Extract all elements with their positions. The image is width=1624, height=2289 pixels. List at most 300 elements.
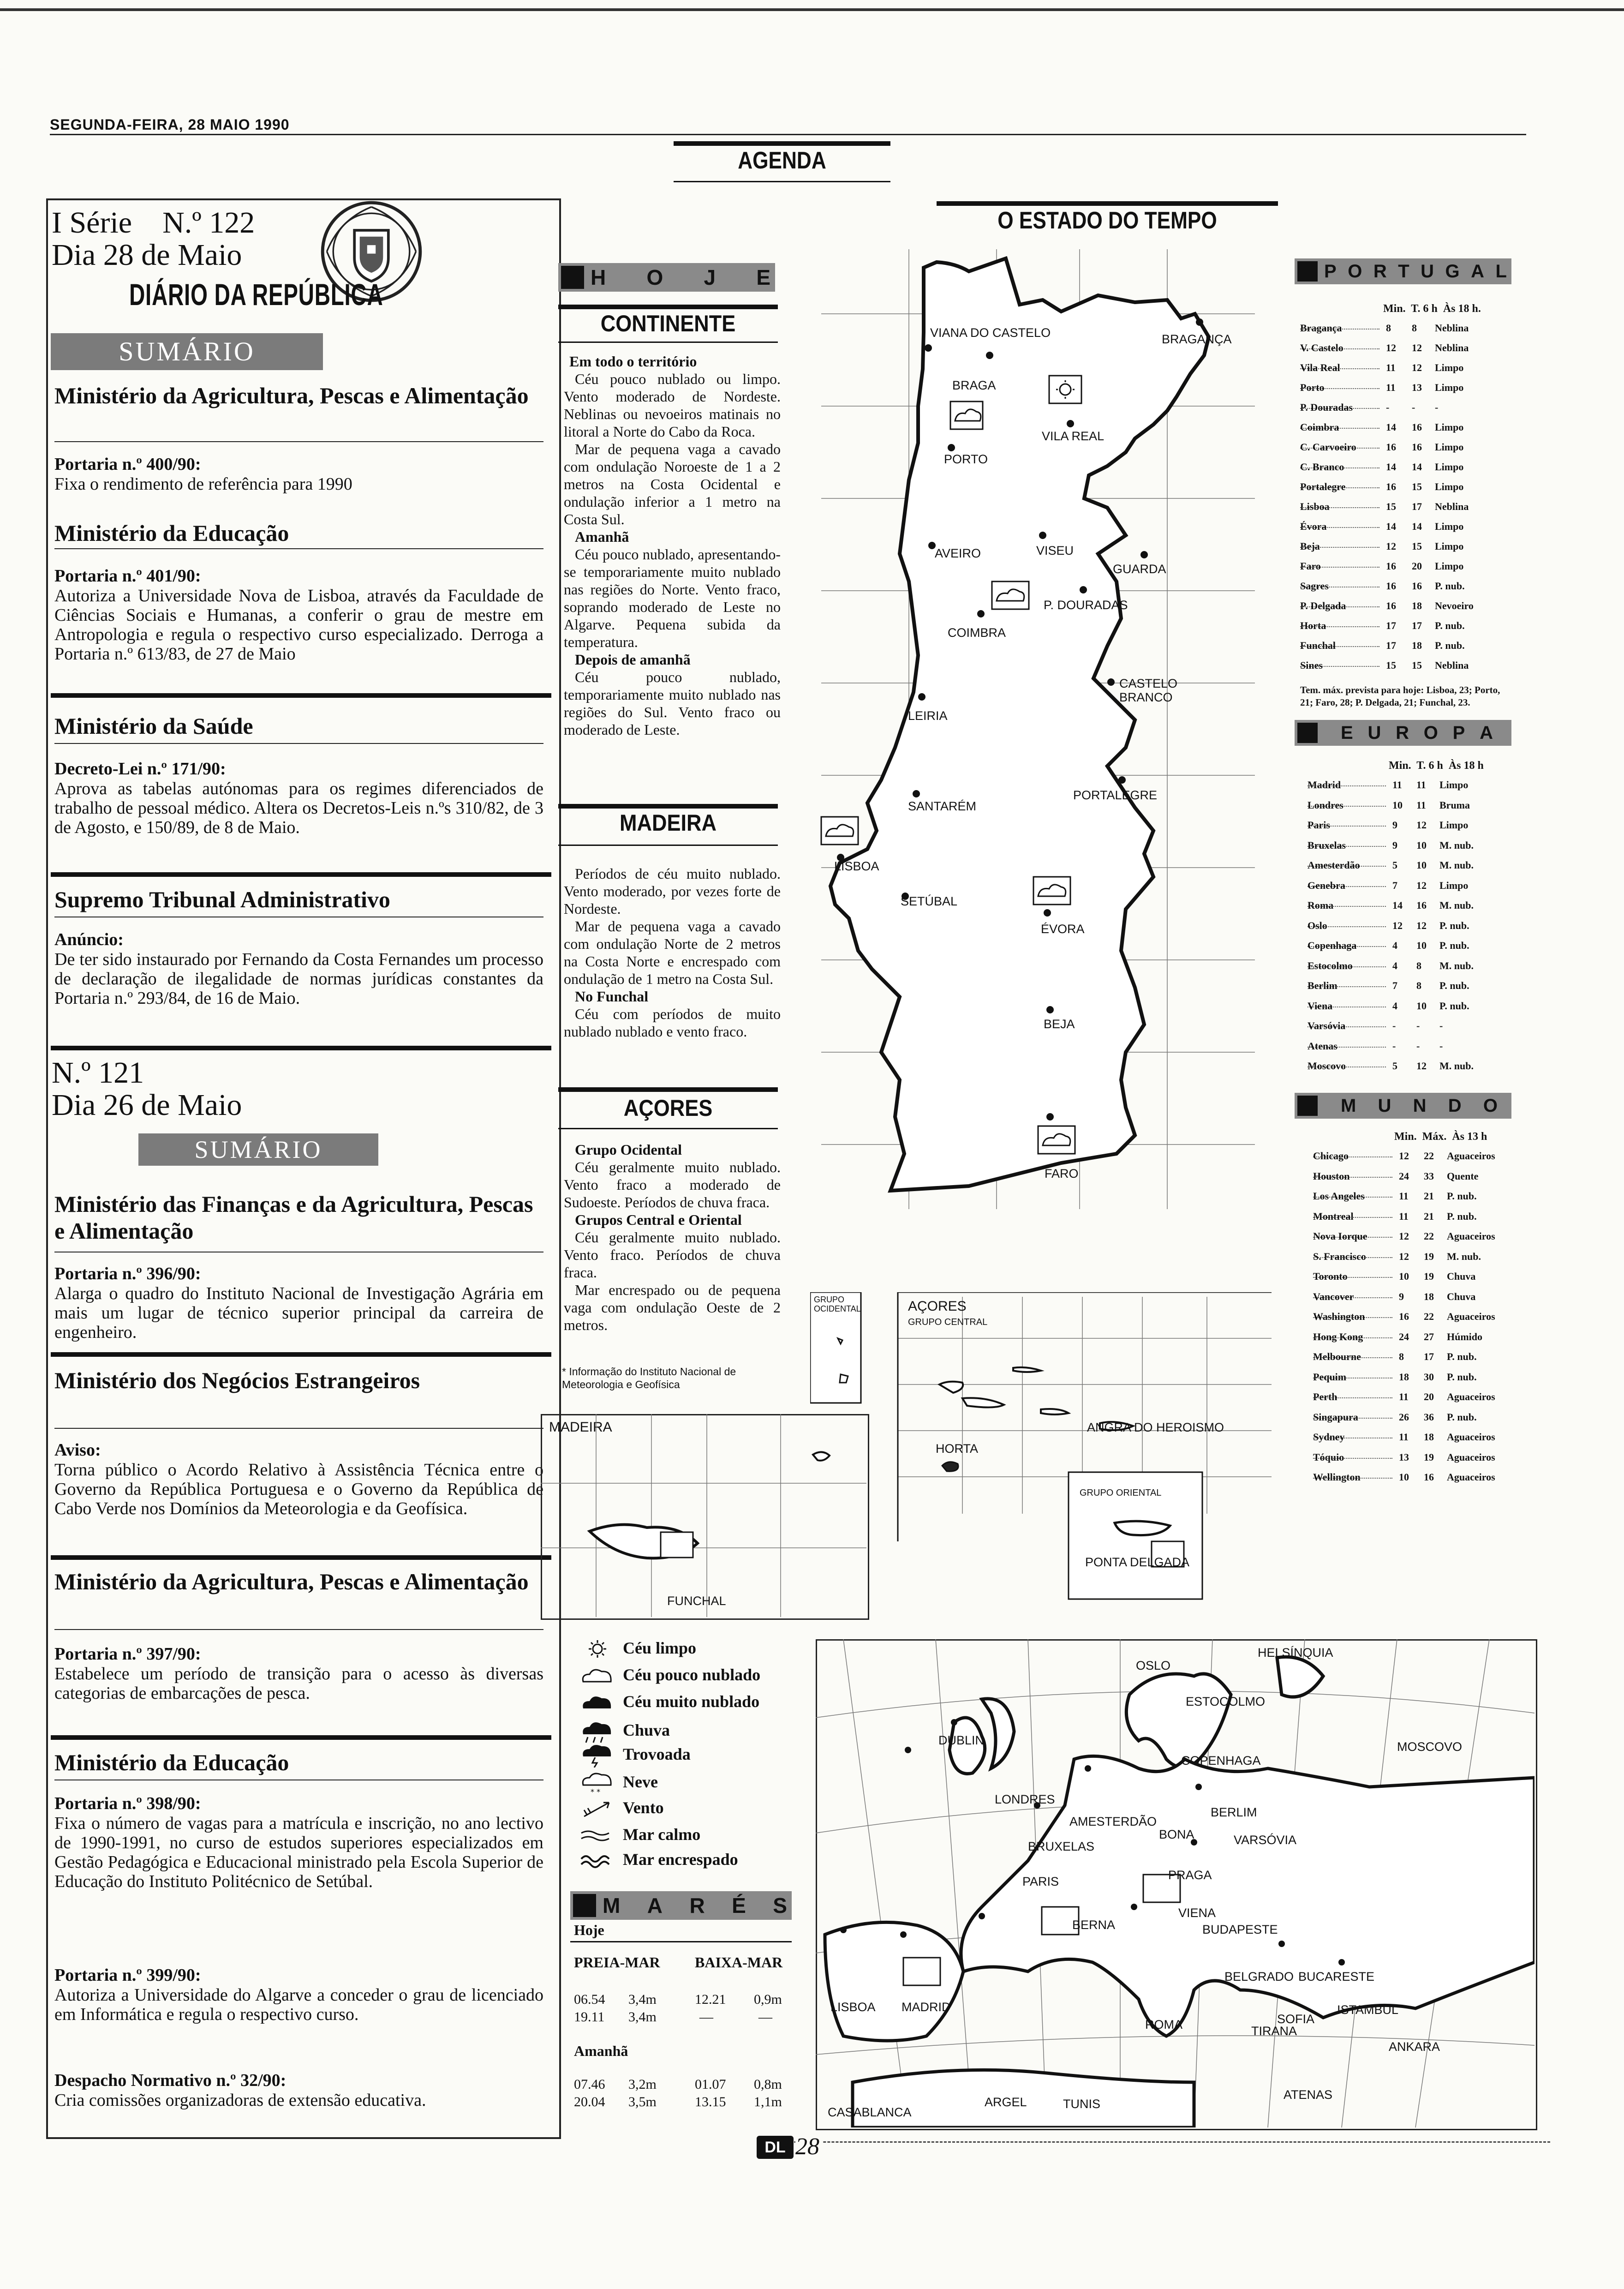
- table-row: [1300, 656, 1558, 676]
- city-cell: Tóquio: [1313, 1451, 1344, 1463]
- act-title: Portaria n.º 401/90:: [54, 566, 201, 586]
- condition-cell: -: [1439, 1020, 1443, 1031]
- forecast-text: Céu pouco nublado ou limpo. Vento moderado de Nordeste. Neblinas ou nevoeiros matinais no litoral a Norte do Cabo da Roca.: [564, 371, 781, 440]
- city-label: LISBOA: [834, 859, 879, 873]
- condition-cell: P. nub.: [1439, 940, 1469, 951]
- section-bar: [558, 305, 778, 309]
- table-row: [1313, 1387, 1571, 1407]
- badge-letter: J: [704, 265, 716, 289]
- city-label: VIANA DO CASTELO: [930, 326, 1051, 340]
- badge-letter: O: [1483, 1095, 1498, 1116]
- col-header: T. 6 h: [1416, 760, 1443, 772]
- madeira-label: MADEIRA: [549, 1420, 612, 1435]
- city-label: ROMA: [1145, 2018, 1182, 2031]
- grupo-ocidental-label: GRUPO OCIDENTAL: [814, 1295, 861, 1313]
- city-label: TIRANA: [1251, 2024, 1297, 2038]
- city-cell: Chicago: [1313, 1150, 1349, 1162]
- issue-121-date: Dia 26 de Maio: [52, 1088, 242, 1122]
- source-note: * Informação do Instituto Nacional de Meteorologia e Geofísica: [562, 1366, 736, 1390]
- city-label: OSLO: [1136, 1659, 1171, 1672]
- temp-cell: 11: [1399, 1391, 1409, 1402]
- badge-block: [1297, 1096, 1318, 1116]
- temp-cell: 8: [1386, 322, 1391, 334]
- city-label: ÉVORA: [1041, 922, 1085, 936]
- temp-cell: 5: [1392, 1060, 1397, 1072]
- badge-block: [1297, 723, 1318, 743]
- temp-cell: 27: [1424, 1330, 1434, 1342]
- mundo-badge: [1295, 1093, 1511, 1119]
- table-row: [1313, 1186, 1571, 1206]
- table-row: [1300, 497, 1558, 517]
- city-cell: Toronto: [1313, 1270, 1348, 1282]
- tide-time: 12.21: [695, 1992, 726, 2007]
- badge-letter: É: [732, 1894, 746, 1917]
- calm-sea-icon: [577, 1823, 618, 1848]
- city-label: ISTAMBUL: [1337, 2003, 1399, 2017]
- act-title: Aviso:: [54, 1440, 101, 1460]
- temp-cell: 11: [1416, 799, 1426, 811]
- city-label: CASTELO BRANCO: [1119, 677, 1178, 704]
- badge-letter: L: [1495, 261, 1507, 282]
- city-label: BUCARESTE: [1298, 1970, 1375, 1983]
- mundo-letters: [1341, 1093, 1498, 1119]
- acores-forecast: [564, 1141, 781, 1334]
- continente-heading: CONTINENTE: [600, 311, 736, 336]
- badge-letter: M: [603, 1894, 621, 1917]
- temp-cell: 24: [1399, 1170, 1409, 1182]
- cloud-dark-icon: [942, 1462, 958, 1471]
- temp-cell: 16: [1386, 600, 1396, 611]
- temp-cell: 22: [1424, 1311, 1434, 1322]
- temp-cell: 8: [1412, 322, 1417, 334]
- condition-cell: M. nub.: [1439, 839, 1474, 851]
- col-header: Máx.: [1422, 1131, 1447, 1143]
- portugal-badge: [1295, 258, 1511, 284]
- court-heading: Supremo Tribunal Administrativo: [54, 887, 390, 912]
- city-label: MADRID: [902, 2000, 951, 2014]
- city-label: LONDRES: [995, 1792, 1055, 1806]
- badge-letter: E: [1341, 722, 1353, 743]
- table-header: [1383, 303, 1481, 315]
- badge-letter: M: [1341, 1095, 1356, 1116]
- temp-cell: 14: [1386, 521, 1396, 532]
- thick-rule: [51, 1352, 551, 1357]
- temp-cell: 10: [1399, 1270, 1409, 1282]
- temp-cell: 16: [1399, 1311, 1409, 1322]
- badge-letter: O: [646, 265, 663, 289]
- city-cell: Copenhaga: [1308, 940, 1357, 951]
- badge-letter: U: [1378, 1095, 1391, 1116]
- temp-cell: 36: [1424, 1411, 1434, 1423]
- table-row: [1313, 1247, 1571, 1267]
- city-label: PARIS: [1022, 1875, 1059, 1888]
- city-cell: Atenas: [1308, 1040, 1337, 1052]
- temp-cell: 12: [1416, 819, 1427, 831]
- temp-cell: 5: [1392, 859, 1397, 871]
- table-row: [1308, 916, 1566, 936]
- temp-cell: 12: [1412, 362, 1422, 373]
- condition-cell: Aguaceiros: [1447, 1230, 1495, 1242]
- tide-amanha-table: [574, 2076, 795, 2111]
- max-temp-note: Tem. máx. prevista para hoje: Lisboa, 23; Porto, 21; Faro, 28; P. Delgada, 21; Funchal, 23.: [1300, 684, 1500, 708]
- temp-cell: 16: [1424, 1471, 1434, 1483]
- col-header: Às 18 h.: [1443, 303, 1481, 315]
- act-text: Fixa o número de vagas para a matrícula e inscrição, no ano lectivo de 1990-1991, no curso de estudos superiores especializados em Gestão Pedagógica e Educacional ministrado pela Escola Superior de Educação do Instituto Politécnico de Setúbal.: [54, 1814, 543, 1891]
- temp-cell: 9: [1392, 839, 1397, 851]
- table-row: [1300, 517, 1558, 537]
- condition-cell: Aguaceiros: [1447, 1150, 1495, 1162]
- city-label: CASABLANCA: [828, 2105, 912, 2119]
- city-label: MOSCOVO: [1397, 1740, 1463, 1754]
- legend-label: Vento: [623, 1798, 664, 1817]
- temp-cell: 12: [1412, 342, 1422, 354]
- condition-cell: Limpo: [1435, 560, 1464, 572]
- temp-cell: 12: [1399, 1150, 1409, 1162]
- city-cell: Sydney: [1313, 1431, 1345, 1443]
- temp-cell: 18: [1424, 1431, 1434, 1443]
- city-cell: Berlim: [1308, 980, 1337, 991]
- svg-text:* *: * *: [591, 1787, 601, 1795]
- europa-letters: [1341, 720, 1493, 746]
- ministry-heading: Ministério da Agricultura, Pescas e Alimentação: [54, 383, 529, 408]
- condition-cell: P. nub.: [1447, 1371, 1477, 1383]
- tide-hoje-table: [574, 1991, 795, 2026]
- table-row: [1300, 596, 1558, 616]
- city-cell: Oslo: [1308, 919, 1327, 931]
- table-row: [1300, 358, 1558, 378]
- temp-cell: 11: [1416, 779, 1426, 791]
- temp-cell: -: [1416, 1040, 1420, 1052]
- temp-cell: 24: [1399, 1330, 1409, 1342]
- table-row: [1313, 1408, 1571, 1427]
- condition-cell: Aguaceiros: [1447, 1451, 1495, 1463]
- forecast-text: Céu pouco nublado, temporariamente muito nublado nas regiões do Sul. Vento fraco ou moderado de Leste.: [564, 669, 781, 738]
- temp-cell: 15: [1412, 540, 1422, 552]
- table-row: [1300, 338, 1558, 358]
- table-row: [1300, 318, 1558, 338]
- tide-height: 3,4m: [628, 1992, 657, 2007]
- condition-cell: Neblina: [1435, 501, 1469, 512]
- condition-cell: Nevoeiro: [1435, 600, 1474, 611]
- act-title: Portaria n.º 397/90:: [54, 1644, 201, 1664]
- badge-letter: R: [689, 1894, 705, 1917]
- temp-cell: 14: [1392, 899, 1403, 911]
- legend-label: Céu pouco nublado: [623, 1666, 761, 1684]
- city-cell: Perth: [1313, 1391, 1337, 1402]
- legend-label: Trovoada: [623, 1745, 691, 1763]
- city-label: VIENA: [1178, 1906, 1216, 1920]
- city-label: DUBLIN: [938, 1733, 985, 1747]
- condition-cell: Aguaceiros: [1447, 1391, 1495, 1402]
- thick-rule: [51, 872, 551, 877]
- temp-cell: 13: [1399, 1451, 1409, 1463]
- table-row: [1308, 896, 1566, 916]
- temp-cell: 16: [1386, 580, 1396, 592]
- badge-letter: R: [1396, 722, 1409, 743]
- act-text: Fixa o rendimento de referência para 1990: [54, 474, 352, 494]
- tide-time: 07.46: [574, 2077, 605, 2092]
- tide-height: 0,9m: [754, 1992, 782, 2007]
- table-row: [1313, 1167, 1571, 1186]
- condition-cell: Aguaceiros: [1447, 1471, 1495, 1483]
- ministry-heading: Ministério da Agricultura, Pescas e Alimentação: [54, 1569, 529, 1594]
- legend-label: Neve: [623, 1773, 658, 1791]
- table-row: [1308, 836, 1566, 856]
- acores-map: [810, 1292, 1272, 1601]
- europa-table: [1308, 775, 1511, 1080]
- temp-cell: -: [1392, 1040, 1396, 1052]
- city-label: VILA REAL: [1042, 429, 1105, 443]
- city-cell: Wellington: [1313, 1471, 1361, 1483]
- temp-cell: 26: [1399, 1411, 1409, 1423]
- temp-cell: -: [1392, 1020, 1396, 1031]
- condition-cell: M. nub.: [1439, 859, 1474, 871]
- city-label: COPENHAGA: [1181, 1754, 1261, 1768]
- city-label: LISBOA: [830, 2000, 876, 2014]
- estado-bar: [937, 201, 1278, 206]
- city-cell: C. Branco: [1300, 461, 1344, 473]
- city-label: SANTARÉM: [908, 799, 977, 813]
- city-label: PORTALEGRE: [1073, 788, 1158, 802]
- city-label: ATENAS: [1284, 2088, 1333, 2102]
- tide-time: 20.04: [574, 2094, 605, 2109]
- city-cell: Singapura: [1313, 1411, 1358, 1423]
- ministry-heading: Ministério das Finanças e da Agricultura, Pescas e Alimentação: [54, 1191, 533, 1244]
- temp-cell: 12: [1399, 1230, 1409, 1242]
- temp-cell: 14: [1386, 461, 1396, 473]
- sumario-banner-2: SUMÁRIO: [138, 1133, 378, 1166]
- badge-letter: H: [591, 265, 606, 289]
- footer-rule: [757, 2141, 1550, 2143]
- tide-time: 06.54: [574, 1992, 605, 2007]
- legend-label: Céu limpo: [623, 1639, 697, 1657]
- temp-cell: 9: [1392, 819, 1397, 831]
- legend-label: Mar calmo: [623, 1825, 701, 1844]
- table-row: [1308, 936, 1566, 956]
- condition-cell: P. nub.: [1447, 1190, 1477, 1202]
- temp-cell: 18: [1424, 1290, 1434, 1302]
- temp-cell: 19: [1424, 1250, 1434, 1262]
- act-title: Portaria n.º 399/90:: [54, 1965, 201, 1985]
- city-cell: Roma: [1308, 899, 1334, 911]
- section-title: AGENDA: [738, 147, 826, 174]
- top-rule: [0, 8, 1624, 11]
- temp-cell: 10: [1416, 859, 1427, 871]
- forecast-text: Mar encrespado ou de pequena vaga com ondulação Oeste de 2 metros.: [564, 1282, 781, 1333]
- table-row: [1300, 576, 1558, 596]
- map-title: O ESTADO DO TEMPO: [997, 207, 1217, 234]
- badge-letter: T: [1398, 261, 1409, 282]
- issue-121-number: N.º 121: [52, 1056, 144, 1090]
- portugal-map: [803, 249, 1273, 1301]
- condition-cell: Neblina: [1435, 659, 1469, 671]
- table-row: [1313, 1287, 1571, 1307]
- table-row: [1300, 437, 1558, 457]
- ministry-heading: Ministério da Educação: [54, 520, 289, 546]
- thick-rule: [51, 1046, 551, 1050]
- section-rule: [558, 1128, 778, 1129]
- section-rule: [558, 342, 778, 343]
- table-row: [1308, 796, 1566, 815]
- city-cell: Sines: [1300, 659, 1323, 671]
- city-cell: Évora: [1300, 521, 1327, 532]
- table-row: [1300, 477, 1558, 497]
- city-label: BRAGANÇA: [1162, 332, 1232, 346]
- temp-cell: 11: [1386, 362, 1396, 373]
- city-label: FUNCHAL: [667, 1594, 726, 1608]
- temp-cell: 13: [1412, 382, 1422, 393]
- europa-badge: [1295, 720, 1511, 746]
- temp-cell: 16: [1412, 421, 1422, 433]
- city-label: SOFIA: [1277, 2012, 1315, 2026]
- forecast-subhead: Grupo Ocidental: [575, 1141, 682, 1158]
- ministry-heading: Ministério da Educação: [54, 1750, 289, 1775]
- temp-cell: 16: [1386, 441, 1396, 453]
- ministry-heading: Ministério dos Negócios Estrangeiros: [54, 1367, 420, 1393]
- act-title: Decreto-Lei n.º 171/90:: [54, 759, 226, 779]
- thick-rule: [51, 1555, 551, 1560]
- acores-heading: AÇORES: [623, 1095, 713, 1121]
- temp-cell: 8: [1399, 1351, 1404, 1362]
- condition-cell: Limpo: [1439, 879, 1469, 891]
- temp-cell: 33: [1424, 1170, 1434, 1182]
- continente-forecast: [564, 353, 781, 738]
- condition-cell: P. nub.: [1439, 980, 1469, 991]
- temp-cell: 14: [1386, 421, 1396, 433]
- badge-letter: U: [1421, 261, 1434, 282]
- city-cell: Nova Iorque: [1313, 1230, 1367, 1242]
- table-row: [1308, 815, 1566, 835]
- badge-letter: U: [1367, 722, 1381, 743]
- col-header: Às 13 h: [1452, 1131, 1487, 1143]
- condition-cell: Limpo: [1435, 521, 1464, 532]
- legend-label: Céu muito nublado: [623, 1692, 760, 1711]
- temp-cell: 18: [1412, 640, 1422, 651]
- city-cell: Vancover: [1313, 1290, 1354, 1302]
- mundo-table: [1313, 1146, 1516, 1492]
- forecast-text: Mar de pequena vaga a cavado com ondulação Noroeste de 1 a 2 metros na Costa Ocidental e ondulação inferior a 1 metro na Costa Sul.: [564, 441, 781, 527]
- table-row: [1313, 1146, 1571, 1166]
- condition-cell: P. nub.: [1447, 1210, 1477, 1222]
- act-text: Cria comissões organizadoras de extensão educativa.: [54, 2091, 426, 2110]
- badge-letter: P: [1324, 261, 1337, 282]
- city-cell: Bragança: [1300, 322, 1342, 334]
- table-row: [1313, 1367, 1571, 1387]
- table-row: [1308, 1056, 1566, 1076]
- forecast-subhead: No Funchal: [575, 988, 649, 1005]
- table-row: [1300, 537, 1558, 557]
- europe-map: [816, 1639, 1534, 2127]
- table-row: [1300, 378, 1558, 398]
- badge-letter: O: [1423, 722, 1438, 743]
- tide-height: 3,5m: [628, 2094, 657, 2109]
- act-text: Estabelece um período de transição para o acesso às diversas categorias de embarcações de pesca.: [54, 1664, 543, 1703]
- condition-cell: P. nub.: [1439, 919, 1469, 931]
- city-label: SETÚBAL: [901, 894, 958, 908]
- condition-cell: Limpo: [1435, 382, 1464, 393]
- agenda-rule: [674, 181, 890, 182]
- forecast-subhead: Amanhã: [575, 528, 629, 545]
- temp-cell: 19: [1424, 1270, 1434, 1282]
- table-header: [1394, 1131, 1487, 1143]
- newspaper-title: DIÁRIO DA REPÚBLICA: [129, 277, 383, 312]
- rule: [54, 1428, 543, 1429]
- act-text: De ter sido instaurado por Fernando da Costa Fernandes um processo de declaração de ilegalidade de normas jurídicas constantes da Portaria n.º 293/84, de 16 de Maio.: [54, 950, 543, 1008]
- condition-cell: Limpo: [1435, 362, 1464, 373]
- city-cell: S. Francisco: [1313, 1250, 1366, 1262]
- section-bar: [558, 804, 778, 809]
- temp-cell: 7: [1392, 980, 1397, 991]
- tide-time: —: [699, 2009, 713, 2025]
- act-title: Portaria n.º 400/90:: [54, 455, 201, 474]
- temp-cell: 19: [1424, 1451, 1434, 1463]
- tide-amanha-label: Amanhã: [574, 2043, 628, 2059]
- table-row: [1313, 1207, 1571, 1227]
- city-label: FARO: [1045, 1167, 1079, 1180]
- temp-cell: -: [1412, 401, 1415, 413]
- table-row: [1308, 956, 1566, 976]
- portugal-table: [1300, 318, 1512, 678]
- tide-time: 13.15: [695, 2094, 726, 2109]
- city-cell: P. Delgada: [1300, 600, 1346, 611]
- forecast-text: Céu com períodos de muito nublado nublado e vento fraco.: [564, 1006, 781, 1040]
- section-rule: [558, 845, 778, 846]
- condition-cell: Bruma: [1439, 799, 1470, 811]
- city-cell: Montreal: [1313, 1210, 1354, 1222]
- temp-cell: 17: [1412, 620, 1422, 631]
- col-header: Min.: [1394, 1131, 1417, 1143]
- city-label: ESTOCOLMO: [1186, 1695, 1266, 1708]
- act-text: Autoriza a Universidade Nova de Lisboa, através da Faculdade de Ciências Sociais e Humanas, a conferir o grau de mestre em Antropologia e regula o respectivo curso especializado. Derroga a Portaria n.º 613/83, de 27 de Maio: [54, 586, 543, 664]
- city-cell: Varsóvia: [1308, 1020, 1346, 1031]
- tide-height: 0,8m: [754, 2077, 782, 2092]
- cloud-light-icon: [577, 1663, 618, 1688]
- city-label: AMESTERDÃO: [1069, 1815, 1157, 1828]
- city-label: ARGEL: [985, 2095, 1027, 2109]
- col-header: Min.: [1389, 760, 1411, 772]
- temp-cell: 15: [1412, 481, 1422, 492]
- rule: [54, 1629, 543, 1630]
- city-cell: Paris: [1308, 819, 1330, 831]
- temp-cell: 14: [1412, 461, 1422, 473]
- badge-letter: P: [1452, 722, 1465, 743]
- act-title: Anúncio:: [54, 930, 124, 949]
- rule: [54, 548, 543, 549]
- issue-122-heading: [52, 207, 255, 271]
- temp-cell: 11: [1399, 1431, 1409, 1443]
- tide-time: 19.11: [574, 2009, 605, 2025]
- city-cell: Madrid: [1308, 779, 1341, 791]
- temp-cell: 10: [1399, 1471, 1409, 1483]
- grupo-central-label: GRUPO CENTRAL: [908, 1317, 988, 1327]
- temp-cell: 12: [1416, 1060, 1427, 1072]
- condition-cell: Aguaceiros: [1447, 1311, 1495, 1322]
- city-label: VISEU: [1036, 544, 1074, 557]
- condition-cell: M. nub.: [1447, 1250, 1481, 1262]
- condition-cell: Limpo: [1435, 441, 1464, 453]
- badge-block: [561, 266, 584, 289]
- city-cell: Londres: [1308, 799, 1343, 811]
- act-title: Portaria n.º 398/90:: [54, 1794, 201, 1813]
- city-cell: Viena: [1308, 1000, 1333, 1012]
- col-header: Às 18 h: [1448, 760, 1484, 772]
- badge-block: [1297, 261, 1318, 282]
- condition-cell: P. nub.: [1447, 1411, 1477, 1423]
- temp-cell: 11: [1399, 1190, 1409, 1202]
- table-row: [1313, 1267, 1571, 1287]
- city-cell: Bruxelas: [1308, 839, 1346, 851]
- condition-cell: P. nub.: [1435, 640, 1465, 651]
